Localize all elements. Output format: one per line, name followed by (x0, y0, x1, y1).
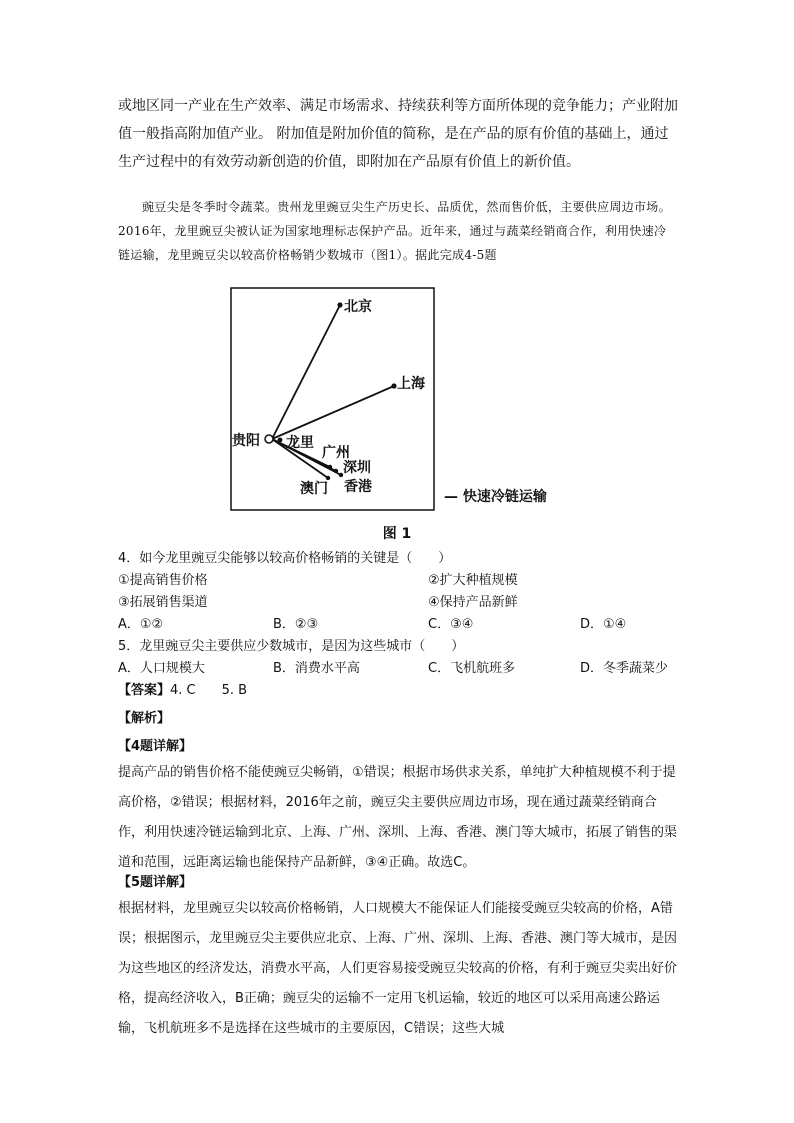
material-paragraph: 豌豆尖是冬季时令蔬菜。贵州龙里豌豆尖生产历史长、品质优，然而售价低，主要供应周边市场。2016年，龙里豌豆尖被认证为国家地理标志保护产品。近年来，通过与蔬菜经销商合作，利用快速冷链运输，龙里豌豆尖以较高价格畅销少数城市（图1）。据此完成4-5题 (118, 200, 671, 262)
guangzhou-dot (328, 465, 332, 469)
route-shanghai (272, 386, 394, 439)
label-hongkong: 香港 (344, 479, 372, 495)
route-beijing (272, 305, 340, 439)
label-shanghai: 上海 (397, 376, 425, 392)
q4-item-1: ①提高销售价格 (118, 573, 208, 588)
figure-caption: 图 1 (382, 526, 412, 542)
label-guiyang: 贵阳 (232, 433, 260, 449)
q4-detail-label: 【4题详解】 (118, 739, 193, 754)
q5-detail-text: 根据材料，龙里豌豆尖以较高价格畅销，人口规模大不能保证人们能接受豌豆尖较高的价格，A错误；根据图示，龙里豌豆尖主要供应北京、上海、广州、深圳、上海、香港、澳门等大城市，是因为这些地区的经济发达，消费水平高，人们更容易接受豌豆尖较高的价格，有利于豌豆尖卖出好价格，提高经济收入，B正确；豌豆尖的运输不一定用飞机运输，较近的地区可以采用高速公路运输，飞机航班多不是选择在这些城市的主要原因，C错误；这些大城 (118, 901, 678, 1036)
q4-stem: 4．如今龙里豌豆尖能够以较高价格畅销的关键是（ ） (118, 551, 452, 566)
q4-option-b: B．②③ (273, 617, 319, 632)
label-beijing: 北京 (344, 299, 372, 315)
route-map-figure (230, 287, 570, 512)
q4-option-c: C．③④ (428, 617, 474, 632)
q4-option-a: A．①② (118, 617, 164, 632)
beijing-dot (337, 302, 342, 307)
answer-line (118, 680, 247, 702)
q5-option-d: D．冬季蔬菜少 (580, 661, 669, 676)
macau-dot (326, 476, 330, 480)
answer-label: 【答案】 (118, 683, 171, 698)
answer-text: 4. C 5. B (170, 683, 248, 698)
q4-item-2: ②扩大种植规模 (428, 573, 518, 588)
label-shenzhen: 深圳 (343, 460, 371, 476)
shenzhen-dot (334, 469, 338, 473)
legend-cold-chain: — 快速冷链运输 (444, 489, 547, 505)
label-guangzhou: 广州 (322, 445, 350, 461)
q5-option-b: B．消费水平高 (273, 661, 360, 676)
q4-option-d: D．①④ (580, 617, 627, 632)
analysis-label: 【解析】 (118, 711, 171, 726)
q4-item-4: ④保持产品新鲜 (428, 595, 518, 610)
q4-detail-text: 提高产品的销售价格不能使豌豆尖畅销，①错误；根据市场供求关系，单纯扩大种植规模不利于提高价格，②错误；根据材料，2016年之前，豌豆尖主要供应周边市场，现在通过蔬菜经销商合作，利用快速冷链运输到北京、上海、广州、深圳、上海、香港、澳门等大城市，拓展了销售的渠道和范围，远距离运输也能保持产品新鲜，③④正确。故选C。 (118, 765, 678, 870)
q5-option-a: A．人口规模大 (118, 661, 205, 676)
q5-option-c: C．飞机航班多 (428, 661, 516, 676)
q5-detail-label: 【5题详解】 (118, 875, 193, 890)
label-longli: 龙里 (286, 435, 314, 451)
intro-paragraph: 或地区同一产业在生产效率、满足市场需求、持续获利等方面所体现的竞争能力；产业附加值一般指高附加值产业。 附加值是附加价值的简称，是在产品的原有价值的基础上，通过生产过程中的有效劳动新创造的价值，即附加在产品原有价值上的新价值。 (118, 98, 678, 170)
longli-dot (278, 438, 283, 443)
guiyang-dot (265, 435, 273, 443)
q5-stem: 5．龙里豌豆尖主要供应少数城市，是因为这些城市（ ） (118, 639, 465, 654)
label-macau: 澳门 (300, 481, 328, 497)
shanghai-dot (391, 383, 396, 388)
q4-item-3: ③拓展销售渠道 (118, 595, 208, 610)
